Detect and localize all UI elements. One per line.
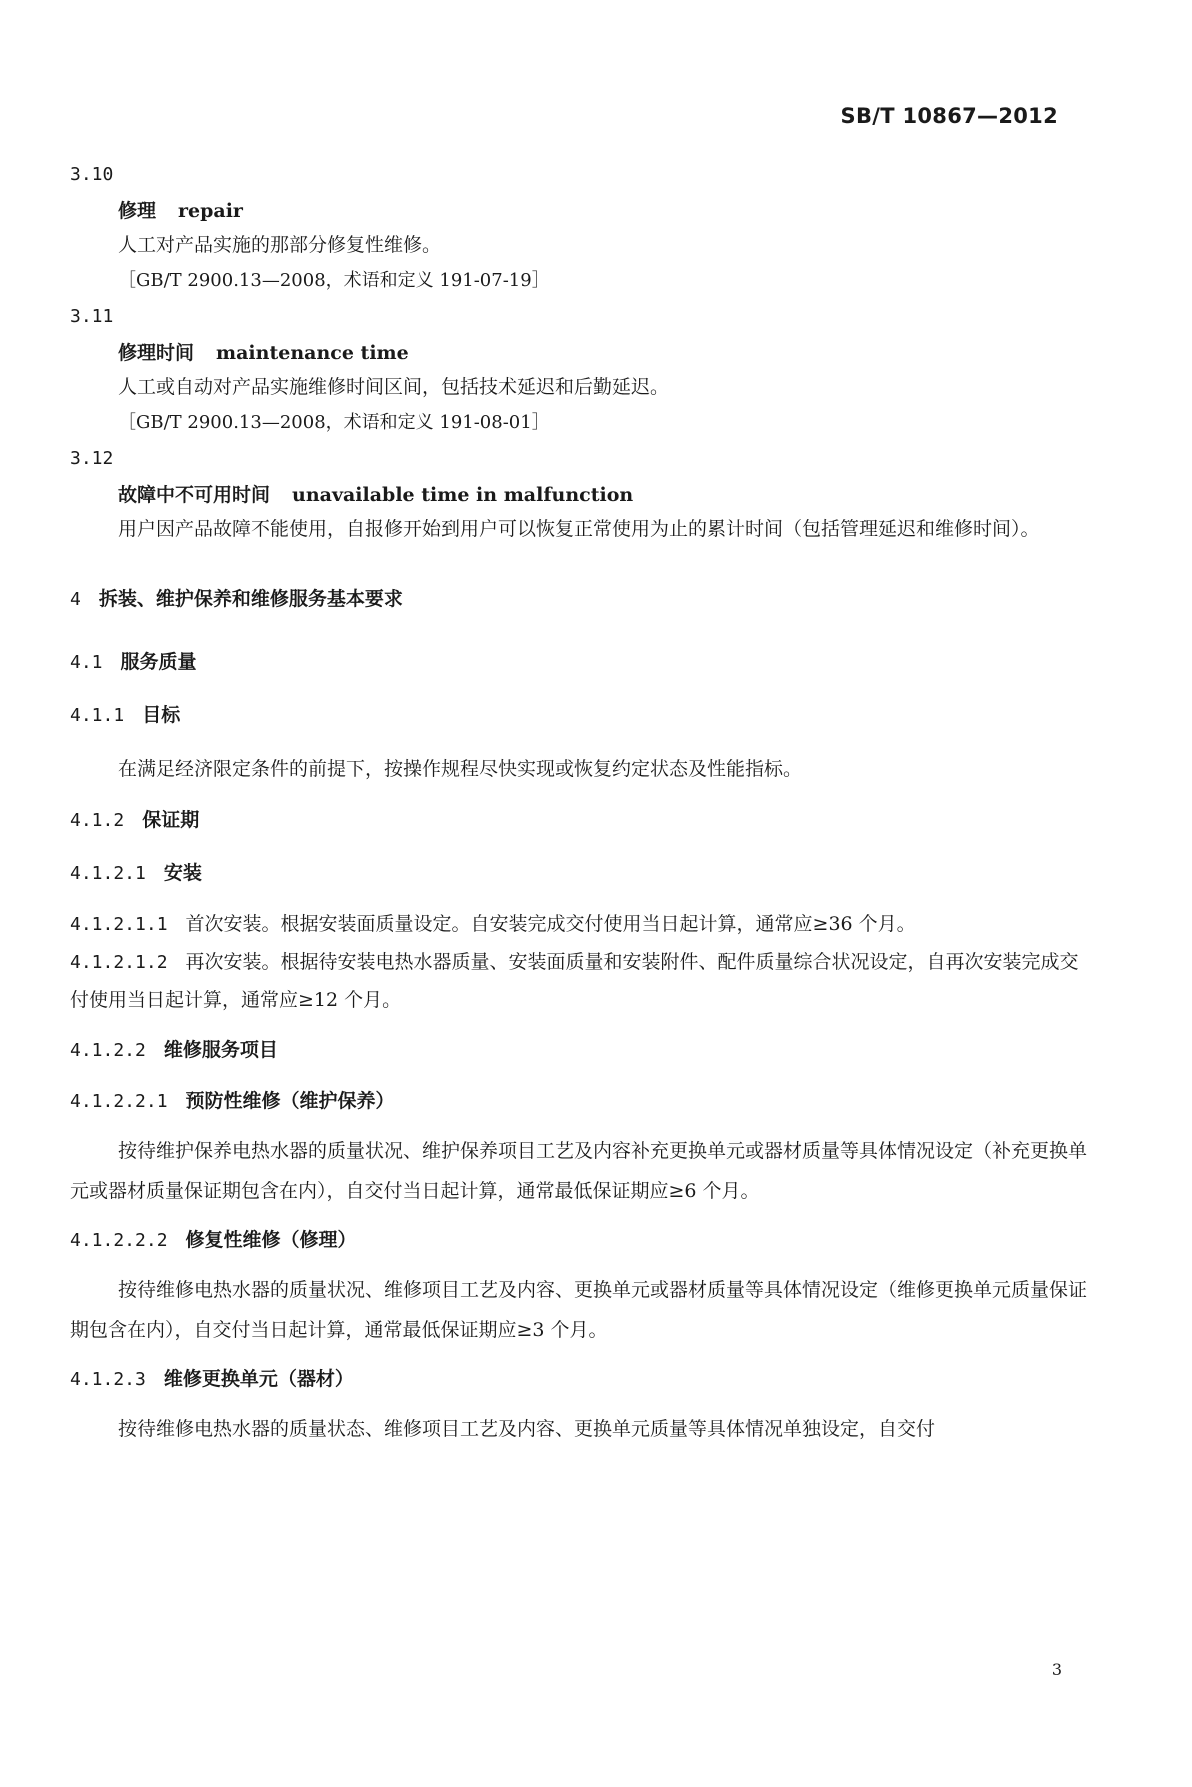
- term-reference: ［GB/T 2900.13—2008，术语和定义 191-07-19］: [118, 270, 550, 291]
- section-paragraph: 在满足经济限定条件的前提下，按操作规程尽快实现或恢复约定状态及性能指标。: [118, 758, 803, 780]
- term-en: unavailable time in malfunction: [292, 484, 634, 506]
- section-paragraph: 按待维修电热水器的质量状态、维修项目工艺及内容、更换单元质量等具体情况单独设定，自交付: [118, 1418, 936, 1440]
- section-4-1-2-2-1-heading: [70, 1086, 1090, 1117]
- section-number: 4.1.2.1: [70, 863, 146, 884]
- document-code: SB/T 10867—2012: [840, 104, 1058, 128]
- term-zh: 故障中不可用时间: [118, 484, 271, 506]
- section-number: 4.1.2.3: [70, 1369, 146, 1390]
- term-reference: ［GB/T 2900.13—2008，术语和定义 191-08-01］: [118, 412, 550, 433]
- section-title: 目标: [142, 704, 181, 726]
- clause-4-1-2-1-1: [70, 905, 1090, 943]
- section-4-1-2-2-heading: [70, 1035, 1090, 1066]
- term-heading: [70, 480, 1090, 510]
- section-number: 4.1.1: [70, 705, 125, 726]
- page-number: 3: [1051, 1660, 1062, 1679]
- section-4-1-2-1-heading: [70, 858, 1090, 889]
- section-title: 维修更换单元（器材）: [163, 1368, 354, 1390]
- section-title: 预防性维修（维护保养）: [185, 1090, 395, 1112]
- clause-4-1-2-1-2: [70, 943, 1090, 1019]
- term-number: 3.12: [70, 448, 114, 469]
- section-number: 4.1.2.2.1: [70, 1091, 168, 1112]
- section-paragraph: 按待维护保养电热水器的质量状况、维护保养项目工艺及内容补充更换单元或器材质量等具体情况设定（补充更换单元或器材质量保证期包含在内），自交付当日起计算，通常最低保证期应≥6 个月。: [70, 1140, 1088, 1202]
- clause-text: 首次安装。根据安装面质量设定。自安装完成交付使用当日起计算，通常应≥36 个月。: [185, 913, 916, 935]
- section-4-1-2-3-heading: [70, 1364, 1090, 1395]
- section-title: 修复性维修（修理）: [185, 1229, 357, 1251]
- term-en: maintenance time: [216, 342, 409, 364]
- term-zh: 修理时间: [118, 342, 195, 364]
- section-title: 服务质量: [120, 651, 197, 673]
- term-definition: 人工对产品实施的那部分修复性维修。: [118, 234, 442, 256]
- section-number: 4.1.2.2: [70, 1040, 146, 1061]
- section-4-1-2-heading: [70, 805, 1090, 836]
- term-definition: 人工或自动对产品实施维修时间区间，包括技术延迟和后勤延迟。: [118, 376, 670, 398]
- section-4-1-heading: [70, 647, 1090, 678]
- clause-text: 再次安装。根据待安装电热水器质量、安装面质量和安装附件、配件质量综合状况设定，自再次安装完成交付使用当日起计算，通常应≥12 个月。: [70, 951, 1079, 1011]
- clause-number: 4.1.2.1.2: [70, 952, 168, 973]
- term-heading: [70, 338, 1090, 368]
- page-body: [70, 160, 1090, 1449]
- section-title: 保证期: [142, 809, 200, 831]
- section-4-1-2-2-2-heading: [70, 1225, 1090, 1256]
- section-number: 4: [70, 589, 81, 610]
- term-en: repair: [178, 200, 243, 222]
- clause-number: 4.1.2.1.1: [70, 914, 168, 935]
- term-number: 3.11: [70, 306, 114, 327]
- section-number: 4.1: [70, 652, 103, 673]
- section-4-1-1-heading: [70, 700, 1090, 731]
- section-4-heading: [70, 584, 1090, 615]
- section-number: 4.1.2.2.2: [70, 1230, 168, 1251]
- section-paragraph: 按待维修电热水器的质量状况、维修项目工艺及内容、更换单元或器材质量等具体情况设定（维修更换单元质量保证期包含在内），自交付当日起计算，通常最低保证期应≥3 个月。: [70, 1279, 1088, 1341]
- term-heading: [70, 196, 1090, 226]
- term-definition: 用户因产品故障不能使用，自报修开始到用户可以恢复正常使用为止的累计时间（包括管理延迟和维修时间）。: [118, 518, 1040, 540]
- section-title: 维修服务项目: [163, 1039, 278, 1061]
- term-zh: 修理: [118, 200, 157, 222]
- section-title: 安装: [163, 862, 202, 884]
- section-title: 拆装、维护保养和维修服务基本要求: [98, 588, 403, 610]
- section-number: 4.1.2: [70, 810, 125, 831]
- term-number: 3.10: [70, 164, 114, 185]
